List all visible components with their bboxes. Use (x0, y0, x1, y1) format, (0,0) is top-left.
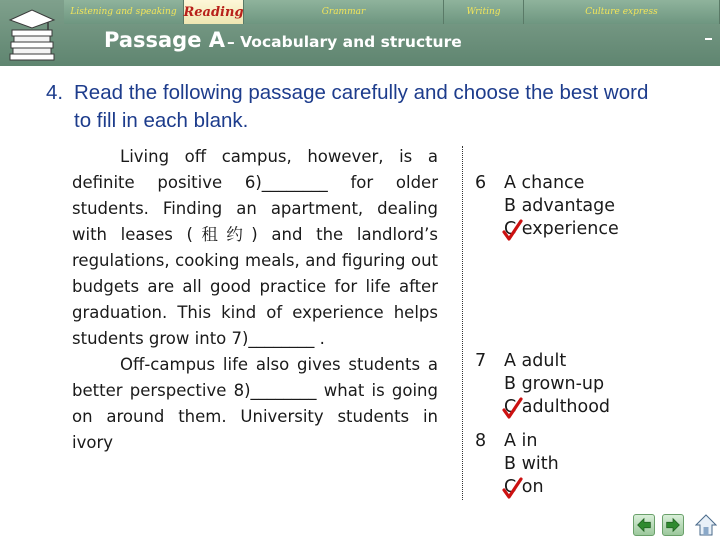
tab-culture-express[interactable]: Culture express (524, 0, 720, 24)
book-logo-icon (2, 2, 62, 64)
check-mark-icon (501, 476, 523, 500)
check-mark-icon (501, 396, 523, 420)
back-arrow-icon[interactable] (633, 514, 655, 536)
option-c[interactable]: C adulthood (504, 397, 611, 417)
question-number: 8 (475, 431, 487, 451)
instruction-text: Read the following passage carefully and choose the best word to fill in each blank. (74, 81, 649, 132)
corner-dash (705, 38, 712, 40)
passage-paragraph: Off-campus life also gives students a better perspective 8)________ what is going on around them. University students in ivory (72, 355, 438, 452)
tab-reading[interactable]: Reading (184, 0, 244, 24)
option-c[interactable]: C on (504, 477, 544, 497)
option-c[interactable]: C experience (504, 219, 619, 239)
option-b[interactable]: B advantage (504, 196, 616, 216)
option-a[interactable]: A chance (504, 173, 585, 193)
page-title-main: Passage A (104, 28, 226, 52)
option-b[interactable]: B grown-up (504, 374, 605, 394)
passage (72, 144, 438, 456)
passage-paragraph: Living off campus, however, is a definite positive 6)________ for older students. Finding an apartment, dealing with leases (租约) and the landlord’s regulations, cooking meals, and figuring out budgets are all good practice for life after graduation. This kind of experience helps students grow into 7)________ . (72, 147, 438, 348)
check-mark-icon (501, 218, 523, 242)
instruction-number: 4. (46, 81, 64, 104)
option-a[interactable]: A adult (504, 351, 567, 371)
tab-listening-and-speaking[interactable]: Listening and speaking (64, 0, 184, 24)
option-a[interactable]: A in (504, 431, 538, 451)
instruction (46, 79, 666, 135)
forward-arrow-icon[interactable] (662, 514, 684, 536)
tab-grammar[interactable]: Grammar (244, 0, 444, 24)
tab-writing[interactable]: Writing (444, 0, 524, 24)
home-icon[interactable] (695, 513, 717, 537)
option-b[interactable]: B with (504, 454, 559, 474)
column-divider (462, 146, 463, 500)
question-number: 7 (475, 351, 487, 371)
page-title-sub: – Vocabulary and structure (227, 33, 462, 51)
question-number: 6 (475, 173, 487, 193)
header-bar (0, 0, 720, 66)
page-title (104, 28, 462, 52)
